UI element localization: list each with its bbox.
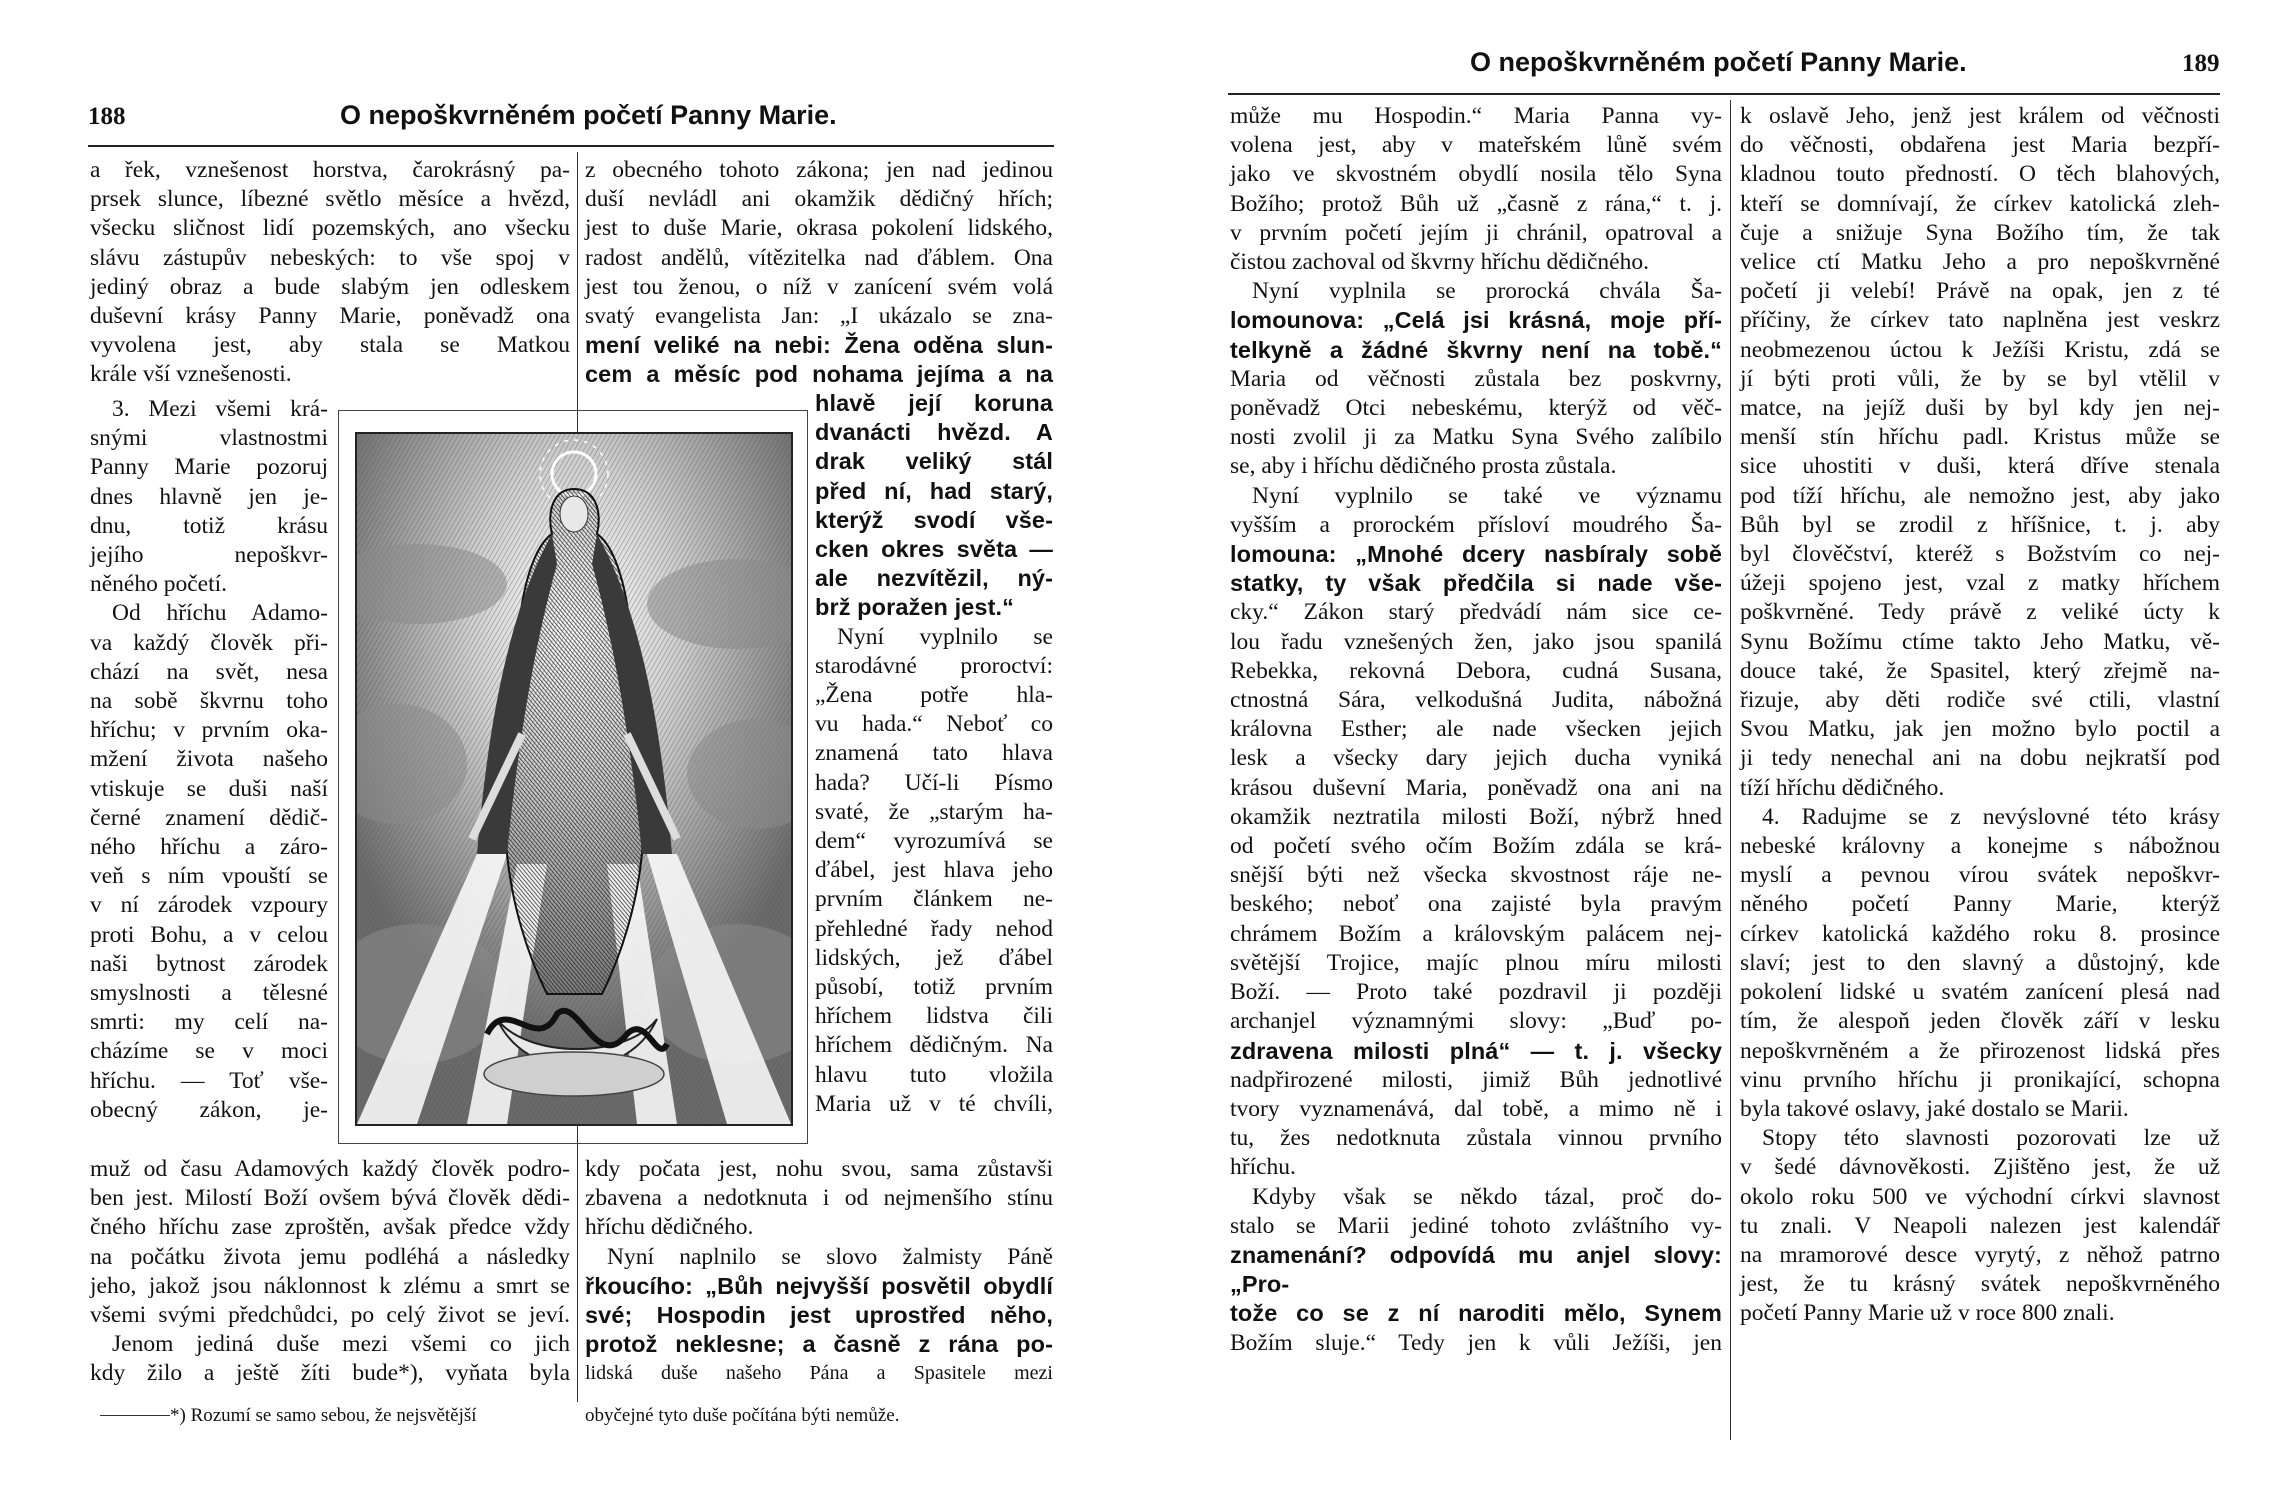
text-line: dvanácti hvězd. A [815,419,1053,446]
text-line: Nyní naplnilo se slovo žalmisty Páně [607,1243,1053,1270]
text-line: poněvadž Otci nebeskému, kterýž od věč- [1230,395,1722,422]
text-line: Bůh byl se zrodil z hříšnice, t. j. aby [1740,511,2220,538]
running-title-right: O nepoškvrněném početí Panny Marie. [1470,47,1967,77]
text-line: Panny Marie pozoruj [90,454,328,481]
text-line: okamžik neztratila milosti Boží, nýbrž hned [1230,803,1722,830]
text-line: nebeské královny a konejme s nábožnou [1740,833,2220,860]
text-line: Maria od věčnosti zůstala bez poskvrny, [1230,365,1722,392]
text-line: mení veliké na nebi: Žena oděna slun- [585,332,1053,359]
text-line: světější Trojice, majíc plnou míru milosti [1230,949,1722,976]
text-line: vtiskuje se duši naší [90,775,328,802]
text-line: hříchem lidstva čili [815,1003,1053,1030]
text-line: v prvním početí jejím ji chránil, opatroval a [1230,219,1722,246]
text-line: Stopy této slavnosti pozorovati lze už [1762,1125,2220,1152]
text-line: všemi svými předchůdci, po celý život se jeví. [90,1302,570,1329]
text-line: před ní, had starý, [815,477,1053,504]
text-line: proti Bohu, a v celou [90,921,328,948]
text-line: něného početí. [90,571,228,598]
text-line: tože co se z ní naroditi mělo, Synem [1230,1300,1722,1327]
text-line: ďábel, jest hlava jeho [815,857,1053,884]
text-line: početí Panny Marie už v roce 800 znali. [1740,1300,2115,1327]
text-line: lidských, jež ďábel [815,944,1053,971]
footnote-text: *) Rozumí se samo sebou, že nejsvětější [170,1405,477,1426]
left-col1-narrow [90,395,328,1125]
text-line: tíží hříchu dědičného. [1740,774,1945,801]
text-line: přehledné řady nehod [815,915,1053,942]
header-rule-left [88,145,1054,147]
text-line: se, aby i hříchu dědičného prosta zůstala. [1230,453,1617,480]
text-line: jako ve skvostném obydlí nosila tělo Syna [1230,161,1722,188]
text-line: řkoucího: „Bůh nejvyšší posvětil obydlí [585,1272,1053,1299]
text-line: na počátku života jemu podléhá a následky [90,1243,570,1270]
text-line: krásou duševní Maria, poněvadž ona ani na [1230,774,1722,801]
text-line: dnu, totiž krásu [90,512,328,539]
footnote-text-col2: obyčejné tyto duše počítána býti nemůže. [585,1405,900,1426]
text-line: Synu Božímu ctíme takto Jeho Matku, vě- [1740,628,2220,655]
text-line: chrámem Božím a královským palácem nej- [1230,920,1722,947]
text-line: kdy počata jest, nohu svou, sama zůstavši [585,1156,1053,1182]
text-line: jest to duše Marie, okrasa pokolení lidského, [585,215,1053,242]
text-line: matce, na jejíž duši by byl kdy jen nej- [1740,395,2220,422]
text-line: myslí a pevnou vírou svátek nepoškvr- [1740,862,2220,889]
text-line: hlavu tuto vložila [815,1061,1053,1088]
running-title-left: O nepoškvrněném početí Panny Marie. [340,100,837,130]
text-line: svatý evangelista Jan: „I ukázalo se zna- [585,303,1053,330]
text-line: statky, ty však předčila si nade vše- [1230,570,1722,597]
text-line: poškvrněné. Tedy právě z veliké úcty k [1740,599,2220,626]
text-line: ji tedy nenechal ani na dobu nejkratší pod [1740,745,2220,772]
footnote-rule [100,1415,170,1416]
left-col2-narrow [815,389,1053,1119]
text-line: snými vlastnostmi [90,425,328,452]
text-line: působí, totiž prvním [815,974,1053,1001]
left-col2-top [585,156,1053,390]
text-line: dem“ vyrozumívá se [815,828,1053,855]
text-line: svaté, že „starým ha- [815,798,1053,825]
text-line: hříchem dědičným. Na [815,1032,1053,1059]
text-line: řizuje, aby děti rodiče své ctili, vlastní [1740,687,2220,714]
text-line: Jenom jediná duše mezi všemi co jich [112,1331,570,1358]
left-page [0,0,1110,1500]
text-line: Božího; protož Bůh už „časně z rána,“ t. j. [1230,190,1722,217]
text-line: dnes hlavně jen je- [90,483,328,510]
text-line: Božím sluje.“ Tedy jen k vůli Ježíši, jen [1230,1329,1722,1356]
text-line: duší nevládl ani okamžik dědičný hřích; [585,186,1053,213]
text-line: douce také, že Spasitel, který zřejmě na- [1740,657,2220,684]
text-line: znamená tato hlava [815,740,1053,767]
text-line: kterýž svodí vše- [815,506,1053,533]
text-line: jejího nepoškvr- [90,542,328,569]
text-line: tu, žes nedotknuta zůstala vinnou prvního [1230,1125,1722,1152]
text-line: volena jest, aby v mateřském lůně svém [1230,132,1722,159]
text-line: prsek slunce, líbezné světlo měsíce a hvězd, [90,186,570,213]
text-line: mžení života našeho [90,746,328,773]
left-col1-bottom [90,1155,570,1389]
text-line: naši bytnost zárodek [90,950,328,977]
text-line: vyvolena jest, aby stala se Matkou [90,332,570,359]
text-line: stalo se Marii jediné tohoto zvláštního vy- [1230,1212,1722,1239]
text-line: krále vší vznešenosti. [90,361,292,388]
text-line: cem a měsíc pod nohama jejíma a na [585,361,1053,388]
column-divider-right [1730,100,1731,1440]
text-line: radost andělů, vítězitelka nad ďáblem. Ona [585,244,1053,271]
text-line: prvním článkem ne- [815,886,1053,913]
text-line: snější býti než všecka skvostnost ráje ne- [1230,862,1722,889]
text-line: Maria už v té chvíli, [815,1090,1053,1117]
text-line: hříchu. [1230,1154,1296,1181]
text-line: své; Hospodin jest uprostřed něho, [585,1302,1053,1329]
text-line: smyslnosti a tělesné [90,980,328,1007]
text-line: Nyní vyplnila se prorocká chvála Ša- [1252,278,1722,305]
text-line: ben jest. Milostí Boží ovšem bývá člověk dědi- [90,1185,570,1212]
text-line: do věčnosti, obdařena jest Maria bezpří- [1740,132,2220,159]
text-line: hada? Učí-li Písmo [815,769,1053,796]
text-line: pod tíží hříchu, ale nemožno jest, aby jako [1740,482,2220,509]
text-line: všecku sličnost lidí pozemských, ano všecku [90,215,570,242]
left-col1-top [90,156,570,390]
immaculate-conception-engraving [355,432,793,1126]
text-line: a řek, vznešenost horstva, čarokrásný pa- [90,157,570,183]
text-line: k oslavě Jeho, jenž jest králem od věčnosti [1740,103,2220,129]
text-line: brž poražen jest.“ [815,594,1014,621]
text-line: zbavena a nedotknuta i od nejmenšího stínu [585,1185,1053,1212]
text-line: lomouna: „Mnohé dcery nasbíraly sobě [1230,541,1722,568]
text-line: vinu prvního hříchu ji pronikající, schopna [1740,1066,2220,1093]
text-line: jest tou ženou, o níž v zanícení svém volá [585,273,1053,300]
text-line: nadpřirozené milosti, jimiž Bůh jednotlivé [1230,1066,1722,1093]
text-line: va každý člověk při- [90,629,328,656]
text-line: církev katolická každého roku 8. prosince [1740,920,2220,947]
text-line: Nyní vyplnilo se také ve významu [1252,482,1722,509]
text-line: veň s ním vpouští se [90,863,328,890]
text-line: lomounova: „Celá jsi krásná, moje pří- [1230,307,1722,334]
text-line: 4. Radujme se z nevýslovné této krásy [1762,803,2220,830]
text-line: ného hříchu a záro- [90,834,328,861]
text-line: obecný zákon, je- [90,1096,328,1123]
text-line: byla takové oslavy, jaké dostalo se Marii. [1740,1095,2129,1122]
text-line: na sobě škvrnu toho [90,688,328,715]
text-line: smrti: my celí na- [90,1009,328,1036]
right-col2 [1740,102,2220,1329]
text-line: jí býti proti vůli, že by se byl vtělil v [1740,365,2220,392]
text-line: z obecného tohoto zákona; jen nad jedinou [585,157,1053,183]
text-line: beského; neboť ona zajisté byla pravým [1230,891,1722,918]
text-line: jest, že tu krásný svátek nepoškvrněného [1740,1271,2220,1298]
text-line: tvory vyznamenává, dal tobě, a mimo ně i [1230,1095,1722,1122]
page-number-left: 188 [88,103,126,130]
text-line: pokolení lidské u svatém zanícení plesá nad [1740,979,2220,1006]
text-line: královna Esther; ale nade všecken jejich [1230,716,1722,743]
text-line: Rebekka, rekovná Debora, cudná Susana, [1230,657,1722,684]
text-line: od početí svého očím Božím zdála se krá- [1230,833,1722,860]
text-line: byl člověčství, kteréž s Božstvím co nej- [1740,541,2220,568]
text-line: úžeji spojeno jest, vzal z matky hříchem [1740,570,2220,597]
text-line: na mramorové desce vyrytý, z něhož patrno [1740,1241,2220,1268]
left-col2-bottom [585,1155,1053,1389]
text-line: menší stín hříchu padl. Kristus může se [1740,424,2220,451]
text-line: hříchu. — Toť vše- [90,1067,328,1094]
text-line: hříchu dědičného. [585,1214,754,1241]
text-line: hlavě její koruna [815,390,1053,416]
text-line: znamenání? odpovídá mu anjel slovy: „Pro- [1230,1241,1722,1298]
text-line: neobmezenou úctou k Ježíši Kristu, zdá se [1740,336,2220,363]
text-line: kladnou touto předností. O těch blahových, [1740,161,2220,188]
text-line: příčiny, že církev tato naplněna jest veskrz [1740,307,2220,334]
text-line: chází na svět, nesa [90,658,328,685]
text-line: vyšším a prorockém přísloví moudrého Ša- [1230,511,1722,538]
text-line: ale nezvítězil, ný- [815,565,1053,592]
text-line: tu znali. V Neapoli nalezen jest kalendář [1740,1212,2220,1239]
text-line: okolo roku 500 ve východní církvi slavnost [1740,1183,2220,1210]
right-page [1170,0,2278,1500]
text-line: protož neklesne; a časně z rána po- [585,1331,1053,1358]
text-line: velice ctí Matku Jeho a pro nepoškvrněné [1740,249,2220,276]
text-line: jediný obraz a bude slabým jen odleskem [90,273,570,300]
header-rule-right [1228,93,2220,95]
text-line: jeho, jakož jsou náklonnost k zlému a smrt se [90,1272,570,1299]
text-line: kteří se domnívají, že církev katolická zleh- [1740,190,2220,217]
text-line: cky.“ Zákon starý předvádí nám sice ce- [1230,599,1722,626]
text-line: starodávné proroctví: [815,652,1053,679]
right-col1 [1230,102,1722,1358]
text-line: čistou zachoval od škvrny hříchu dědičného. [1230,249,1649,276]
text-line: nepoškvrněném a že přirozenost lidská přes [1740,1037,2220,1064]
text-line: drak veliký stál [815,448,1053,475]
text-line: muž od času Adamových každý člověk podro- [90,1156,570,1182]
page-number-right: 189 [2182,50,2220,77]
text-line: čuje a snižuje Syna Božího tím, že tak [1740,219,2220,246]
text-line: může mu Hospodin.“ Maria Panna vy- [1230,103,1722,129]
text-line: lesk a všecky dary jejich ducha vyniká [1230,745,1722,772]
text-line: lou řadu vznešených žen, jako jsou spanilá [1230,628,1722,655]
text-line: lidská duše našeho Pána a Spasitele mezi [585,1362,1053,1385]
text-line: telkyně a žádné škvrny není na tobě.“ [1230,336,1722,363]
text-line: 3. Mezi všemi krá- [112,396,328,422]
text-line: hříchu; v prvním oka- [90,717,328,744]
text-line: v šedé dávnověkosti. Zjištěno jest, že už [1740,1154,2220,1181]
text-line: vu hada.“ Neboť co [815,711,1053,738]
text-line: duševní krásy Panny Marie, poněvadž ona [90,303,570,330]
text-line: Nyní vyplnilo se [837,623,1053,650]
text-line: Kdyby však se někdo tázal, proč do- [1252,1183,1722,1210]
text-line: ctnostná Sára, velkodušná Judita, nábožná [1230,687,1722,714]
text-line: něného početí Panny Marie, kterýž [1740,891,2220,918]
text-line: kdy žilo a ještě žíti bude*), vyňata byla [90,1360,570,1387]
text-line: v ní zárodek vzpoury [90,892,328,919]
text-line: Svou Matku, jak jen možno bylo poctil a [1740,716,2220,743]
text-line: slávu zástupův nebeských: to vše spoj v [90,244,570,271]
text-line: Od hříchu Adamo- [112,600,328,627]
text-line: početí ji velebí! Právě na opak, jen z té [1740,278,2220,305]
text-line: čného hříchu zase zproštěn, avšak předce vždy [90,1214,570,1241]
text-line: tím, že alespoň jeden člověk září v lesku [1740,1008,2220,1035]
text-line: archanjel významnými slovy: „Buď po- [1230,1008,1722,1035]
text-line: sice uhostiti v duši, která dříve stenala [1740,453,2220,480]
text-line: „Žena potře hla- [815,682,1053,709]
text-line: Boží. — Proto také pozdravil ji později [1230,979,1722,1006]
text-line: černé znamení dědič- [90,804,328,831]
text-line: cházíme se v moci [90,1038,328,1065]
text-line: cken okres světa — [815,536,1053,563]
text-line: slaví; jest to den slavný a důstojný, kde [1740,949,2220,976]
text-line: nosti zvolil ji za Matku Syna Svého zalíbilo [1230,424,1722,451]
text-line: zdravena milosti plná“ — t. j. všecky [1230,1037,1722,1064]
